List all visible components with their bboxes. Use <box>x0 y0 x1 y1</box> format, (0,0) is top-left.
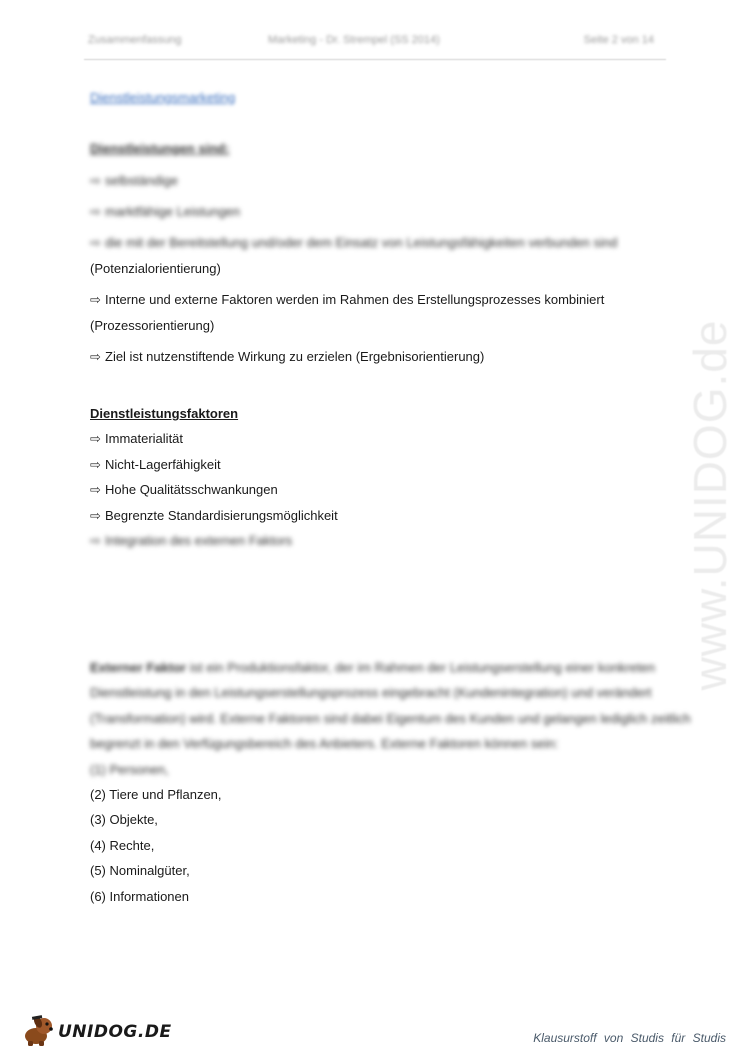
factor-item-text: Hohe Qualitätsschwankungen <box>105 482 278 497</box>
definition-item <box>90 349 484 365</box>
external-factor-list-item: (3) Objekte, <box>90 812 158 827</box>
dog-mascot-icon <box>22 1012 58 1048</box>
external-factor-list-item: (5) Nominalgüter, <box>90 863 190 878</box>
arrow-icon: ⇨ <box>90 431 101 446</box>
header-center-text: Marketing - Dr. Strempel (SS 2014) <box>268 34 440 46</box>
footer-tagline: Klausurstoff von Studis für Studis <box>533 1031 726 1045</box>
definition-item-text: die mit der Bereitstellung und/oder dem Einsatz von Leistungsfähigkeiten verbunden sind <box>105 235 618 250</box>
arrow-icon: ⇨ <box>90 349 101 364</box>
arrow-icon: ⇨ <box>90 482 101 497</box>
factor-item-text: Nicht-Lagerfähigkeit <box>105 457 221 472</box>
logo-text: UNIDOG.DE <box>58 1022 172 1042</box>
section-title: Dienstleistungsmarketing <box>90 90 236 105</box>
definition-heading: Dienstleistungen sind: <box>90 141 230 156</box>
arrow-icon: ⇨ <box>90 204 101 219</box>
definition-item-text: Interne und externe Faktoren werden im Rahmen des Erstellungsprozesses kombiniert <box>105 292 605 307</box>
external-factor-text: ist ein Produktionsfaktor, der im Rahmen der Leistungserstellung einer konkreten <box>186 660 656 675</box>
definition-item-text: selbständige <box>105 173 178 188</box>
external-factor-list-item: (6) Informationen <box>90 889 189 904</box>
factor-item <box>90 508 338 524</box>
external-factor-term: Externer Faktor <box>90 660 187 675</box>
definition-item <box>90 204 240 220</box>
definition-item-continuation: (Prozessorientierung) <box>90 318 215 333</box>
external-factor-list-item: (2) Tiere und Pflanzen, <box>90 787 222 802</box>
watermark-text: www.UNIDOG.de <box>684 319 736 691</box>
arrow-icon: ⇨ <box>90 457 101 472</box>
factor-item-text: Begrenzte Standardisierungsmöglichkeit <box>105 508 338 523</box>
factor-item-text: Integration des externen Faktors <box>105 533 293 548</box>
external-factor-list-item: (1) Personen, <box>90 762 169 777</box>
factor-item <box>90 482 278 498</box>
arrow-icon: ⇨ <box>90 533 101 548</box>
external-factor-paragraph-line: begrenzt in den Verfügungsbereich des Anbieters. Externe Faktoren können sein: <box>90 736 559 751</box>
external-factor-list-item: (4) Rechte, <box>90 838 155 853</box>
header-page-number: Seite 2 von 14 <box>583 34 654 46</box>
unidog-logo <box>22 1012 172 1048</box>
definition-item <box>90 173 178 189</box>
definition-item-text: Ziel ist nutzenstiftende Wirkung zu erzielen (Ergebnisorientierung) <box>105 349 485 364</box>
definition-item-continuation: (Potenzialorientierung) <box>90 261 221 276</box>
factor-item <box>90 457 221 473</box>
definition-item <box>90 235 617 251</box>
header-left-text: Zusammenfassung <box>88 34 182 46</box>
definition-item <box>90 292 604 308</box>
factor-item-text: Immaterialität <box>105 431 184 446</box>
arrow-icon: ⇨ <box>90 173 101 188</box>
arrow-icon: ⇨ <box>90 235 101 250</box>
external-factor-paragraph-line <box>90 660 655 676</box>
factors-heading: Dienstleistungsfaktoren <box>90 406 239 421</box>
definition-item-text: marktfähige Leistungen <box>105 204 241 219</box>
watermark <box>680 280 740 730</box>
arrow-icon: ⇨ <box>90 292 101 307</box>
page-header <box>88 34 664 54</box>
header-divider <box>84 59 666 60</box>
arrow-icon: ⇨ <box>90 508 101 523</box>
external-factor-paragraph-line: (Transformation) wird. Externe Faktoren sind dabei Eigentum des Kunden und gelangen lediglich zeitlich <box>90 711 691 726</box>
factor-item <box>90 431 183 447</box>
factor-item <box>90 533 292 549</box>
external-factor-paragraph-line: Dienstleistung in den Leistungserstellungsprozess eingebracht (Kundenintegration) und verändert <box>90 685 652 700</box>
